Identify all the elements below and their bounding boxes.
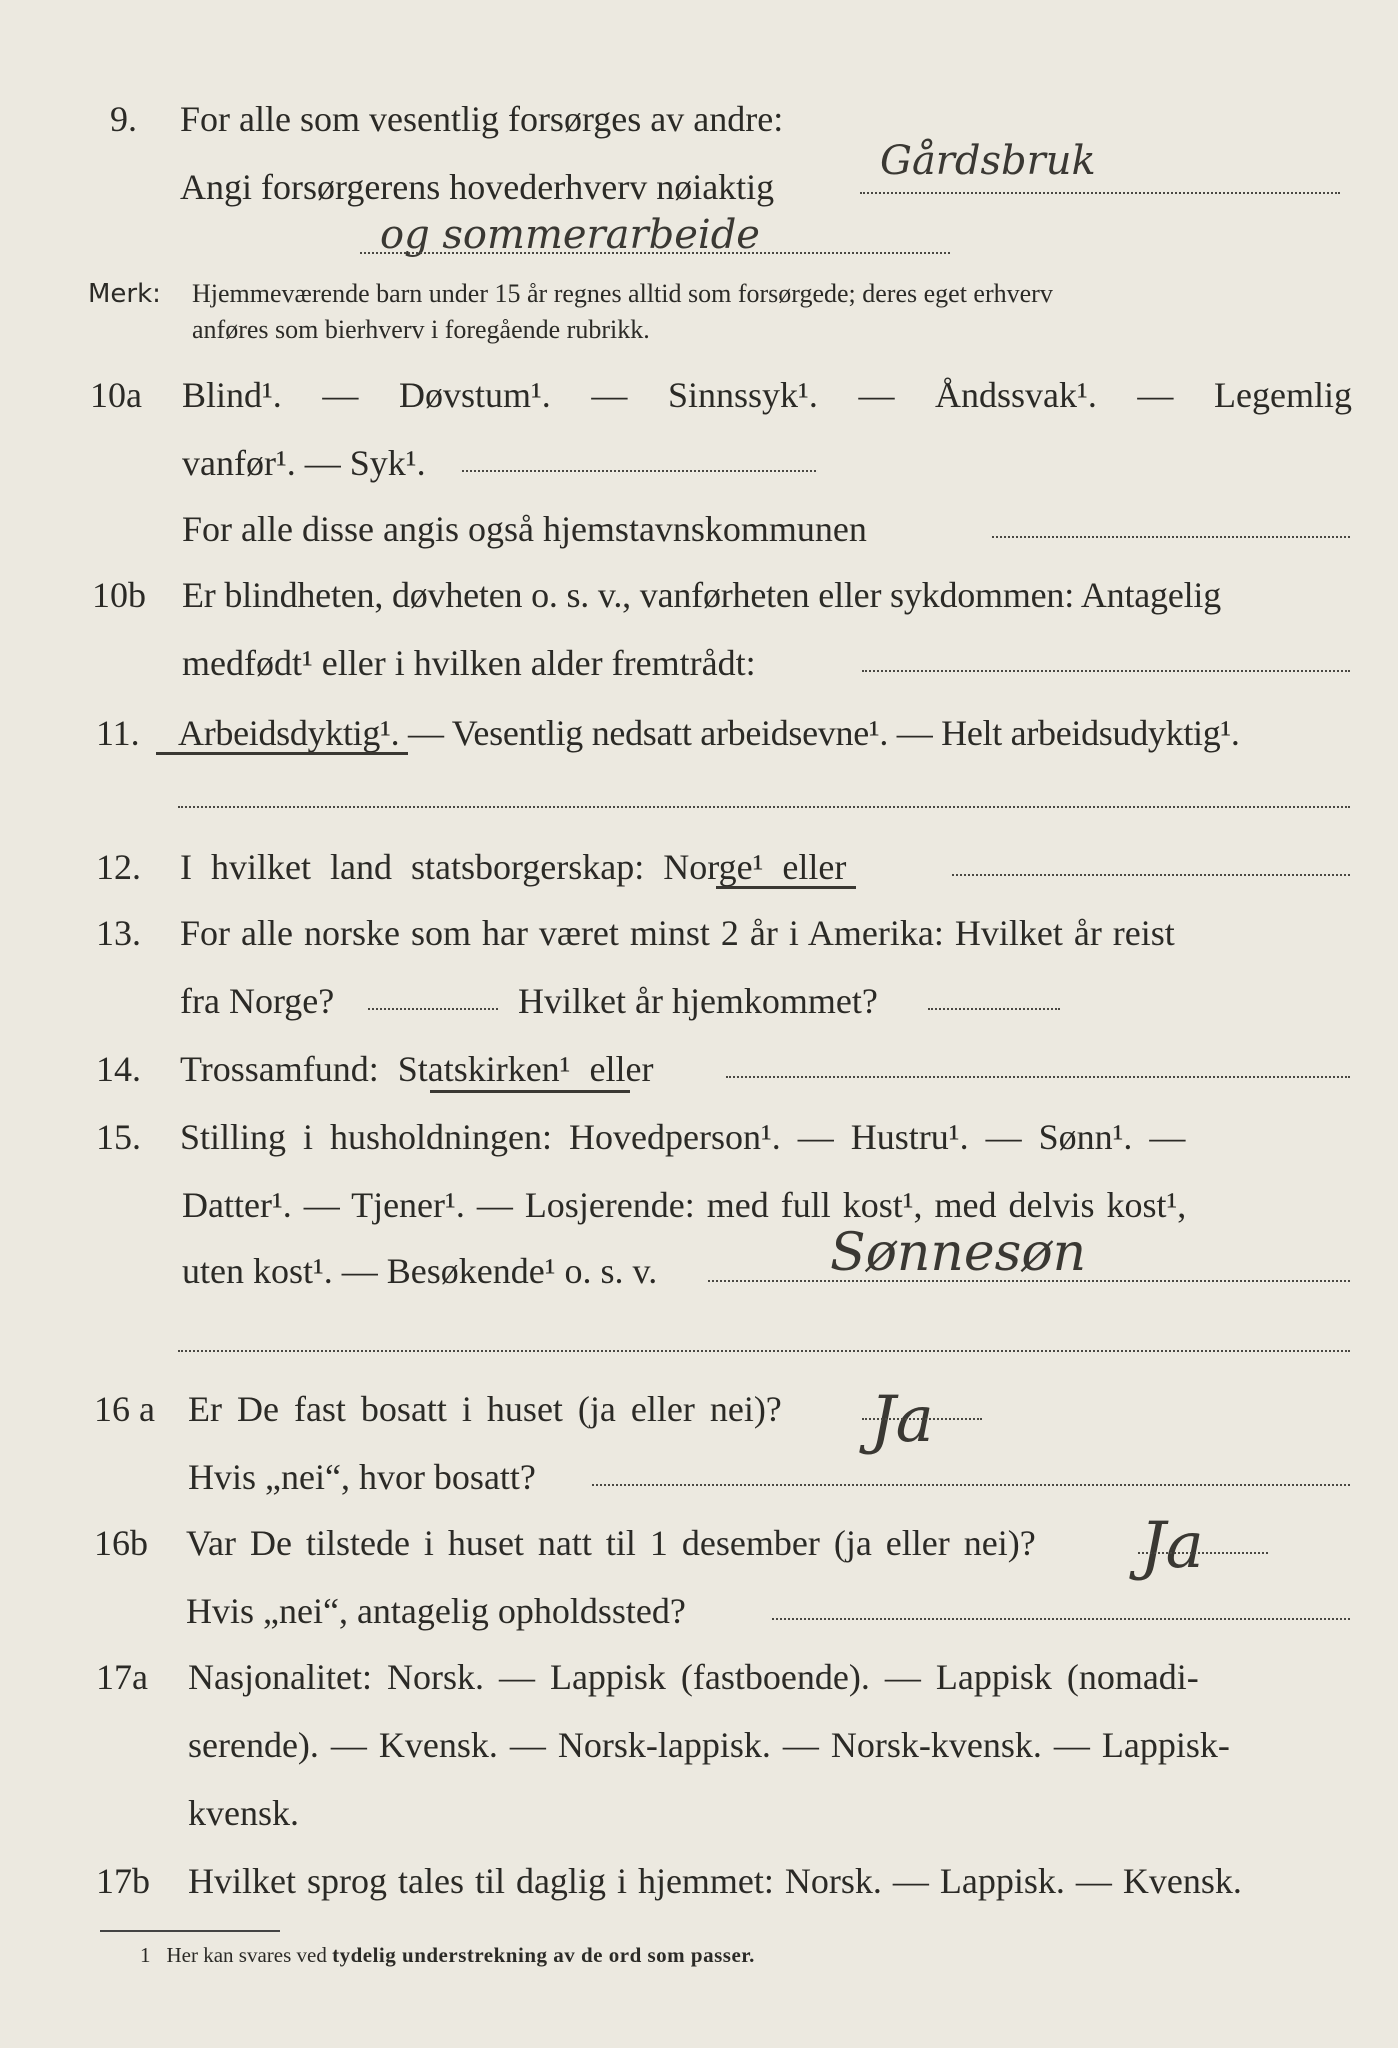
q16b-text1: Var De tilstede i huset natt til 1 desember (ja eller nei)? [186,1523,1036,1563]
q16a-text2: Hvis „nei“, hvor bosatt? [188,1457,536,1497]
q10a-text2: vanfør¹. — Syk¹. [182,443,426,483]
footnote-mark: 1 [140,1943,151,1967]
dash: — [591,375,628,415]
merk-text1: Hjemmeværende barn under 15 år regnes alltid som forsørgede; deres eget erhverv [192,279,1053,308]
q12-text: I hvilket land statsborgerskap: Norge¹ eller [180,847,847,887]
q15-answer-line-2[interactable] [178,1350,1350,1352]
q12-underline-norge [716,886,856,889]
q10a-line1 [0,370,1398,420]
q15-line1 [0,1112,1398,1162]
q13-reist-answer-line[interactable] [368,1008,498,1010]
q11-line1 [0,708,1398,758]
footnote [140,1940,755,1970]
q14-line1 [0,1044,1398,1094]
q10b-line2 [0,638,1398,688]
q17a-text3: kvensk. [188,1793,299,1833]
q17a-line3 [0,1788,1398,1838]
q10b-line1 [0,570,1398,620]
q9-line2 [0,162,1398,212]
q9-text: For alle som vesentlig forsørges av andre: [180,99,784,139]
q13-number: 13. [96,913,141,953]
q16b-line2 [0,1586,1398,1636]
q9-number: 9. [110,99,137,139]
q14-answer-line[interactable] [726,1076,1350,1078]
q10a-line2 [0,438,1398,488]
q9-handwritten-answer-2: og sommerarbeide [380,212,760,258]
q13-text2b: Hvilket år hjemkommet? [518,981,878,1021]
dash: — [858,375,895,415]
q16b-handwritten-answer: Ja [1140,1509,1204,1583]
q15-text2: Datter¹. — Tjener¹. — Losjerende: med full kost¹, med delvis kost¹, [182,1185,1187,1225]
q12-answer-line[interactable] [952,874,1350,876]
q10a-legemlig: Legemlig [1214,375,1352,415]
q16a-line2 [0,1452,1398,1502]
footnote-text-a: Her kan svares ved [166,1943,333,1967]
q17a-line1 [0,1652,1398,1702]
q15-text3: uten kost¹. — Besøkende¹ o. s. v. [182,1251,658,1291]
merk-label: Merk: [88,279,161,309]
q13-line2 [0,976,1398,1026]
q16a-answer-line[interactable] [862,1418,982,1420]
q13-hjemkommet-answer-line[interactable] [928,1008,1060,1010]
q15-number: 15. [96,1117,141,1157]
q15-handwritten-answer: Sønnesøn [830,1223,1087,1283]
q12-number: 12. [96,847,141,887]
q15-line3 [0,1246,1398,1296]
q16b-text2: Hvis „nei“, antagelig opholdssted? [186,1591,686,1631]
q17b-number: 17b [96,1861,150,1901]
q9-line1 [0,94,1398,144]
q12-line1 [0,842,1398,892]
q10a-text3: For alle disse angis også hjemstavnskommunen [182,509,867,549]
q9-text2: Angi forsørgerens hovederhverv nøiaktig [180,167,775,207]
q16b-number: 16b [94,1523,148,1563]
q10b-text2: medfødt¹ eller i hvilken alder fremtrådt: [182,643,756,683]
q14-number: 14. [96,1049,141,1089]
q10a-dovstum: Døvstum¹. [399,375,551,415]
q17a-text1: Nasjonalitet: Norsk. — Lappisk (fastboende). — Lappisk (nomadi- [188,1657,1199,1697]
q11-number: 11. [96,713,140,753]
q11-text: Arbeidsdyktig¹. — Vesentlig nedsatt arbeidsevne¹. — Helt arbeidsudyktig¹. [178,713,1240,753]
q9-answer-line-2[interactable] [360,252,950,254]
q13-line1 [0,908,1398,958]
q16a-line1 [0,1384,1398,1434]
q13-text1: For alle norske som har været minst 2 år i Amerika: Hvilket år reist [180,913,1175,953]
q11-answer-line[interactable] [178,806,1350,808]
q10a-options [182,370,1352,420]
q15-text1: Stilling i husholdningen: Hovedperson¹. — Hustru¹. — Sønn¹. — [180,1117,1186,1157]
dash: — [322,375,359,415]
q16a-bosatt-answer-line[interactable] [592,1484,1350,1486]
q10a-syk-answer-line[interactable] [462,470,816,472]
q10a-andssvak: Åndssvak¹. [935,375,1097,415]
q10b-answer-line[interactable] [862,670,1350,672]
q16a-handwritten-answer: Ja [870,1383,934,1457]
q17b-text1: Hvilket sprog tales til daglig i hjemmet: Norsk. — Lappisk. — Kvensk. [188,1861,1242,1901]
q10a-blind: Blind¹. [182,375,282,415]
footnote-text-b: tydelig understrekning av de ord som passer. [332,1943,755,1967]
q10b-text1: Er blindheten, døvheten o. s. v., vanførheten eller sykdommen: Antagelig [182,575,1222,615]
merk-text2: anføres som bierhverv i foregående rubrikk. [192,315,650,344]
q14-underline-statskirken [430,1090,630,1093]
q17a-number: 17a [96,1657,148,1697]
q10a-line3 [0,504,1398,554]
q10a-sinnssyk: Sinnssyk¹. [668,375,818,415]
q16a-text1: Er De fast bosatt i huset (ja eller nei)? [188,1389,782,1429]
q17a-line2 [0,1720,1398,1770]
q10a-hjemstavn-answer-line[interactable] [992,536,1350,538]
q9-answer-line[interactable] [860,192,1340,194]
q17b-line1 [0,1856,1398,1906]
q11-underline-arbeidsdyktig [156,752,408,755]
dash: — [1137,375,1174,415]
q17a-text2: serende). — Kvensk. — Norsk-lappisk. — Norsk-kvensk. — Lappisk- [188,1725,1230,1765]
q16b-answer-line[interactable] [1138,1552,1268,1554]
q14-text: Trossamfund: Statskirken¹ eller [180,1049,654,1089]
footnote-rule [100,1930,280,1932]
q10a-number: 10a [90,375,142,415]
q9-handwritten-answer: Gårdsbruk [880,138,1096,184]
q10b-number: 10b [92,575,146,615]
q16a-number: 16 a [94,1389,155,1429]
q15-answer-line[interactable] [708,1280,1350,1282]
q15-line2 [0,1180,1398,1230]
q16b-opholdssted-answer-line[interactable] [772,1618,1350,1620]
q13-text2a: fra Norge? [180,981,335,1021]
